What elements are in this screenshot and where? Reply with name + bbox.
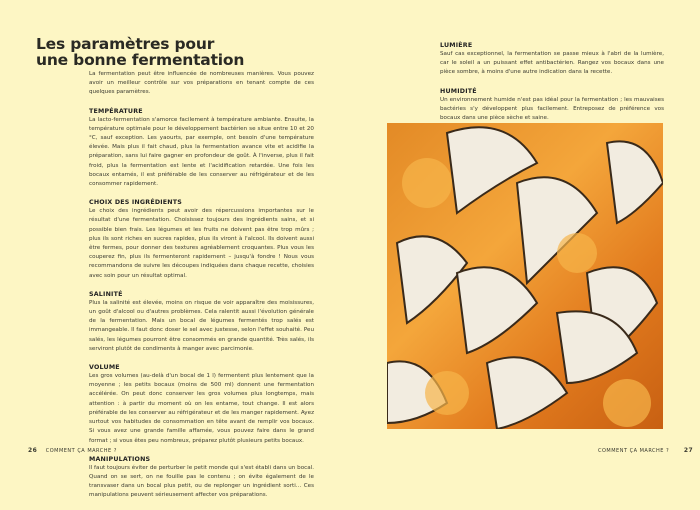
section-heading: TEMPÉRATURE: [89, 107, 143, 115]
title-line-1: Les paramètres pour: [36, 35, 215, 53]
section-text: Plus la salinité est élevée, moins on risque de voir apparaître des moisissures, un goût d'alcool ou d'autres problèmes. Cela ralentit aussi l'évolution générale de la fermentation. Mais un bocal de légumes fermentés trop salés est immangeable. Il faut donc doser le sel avec justesse, selon l'effet souhaité. Peu salés, les légumes pourront être consommés en grande quantité. Très salés, ils serviront plutôt de condiments à manger avec parcimonie.: [89, 299, 314, 352]
section-text: La lacto-fermentation s'amorce facilement à température ambiante. Ensuite, la température optimale pour le développement bactérien se situe entre 10 et 20 °C, sauf exception. Les yaourts, par exemple, ont besoin d'une température élevée. Mais plus il fait chaud, plus la fermentation avance vite et acidifie la préparation, sans lui faire gagner en profondeur de goût. À l'inverse, plus il fait froid, plus la fermentation est lente et l'acidification retardée. Une fois les bocaux entamés, il est préférable de les conserver au réfrigérateur et de les consommer rapidement.: [89, 116, 314, 188]
section-text: Les gros volumes (au-delà d'un bocal de 1 l) fermentent plus lentement que la moyenne ; les petits bocaux (moins de 500 ml) donnent une fermentation accélérée. On peut donc conserver les gros volumes plus longtemps, mais attention : à partir du moment où on les entame, tout change. Il est alors préférable de les conserver au réfrigérateur et de les manger rapidement. Ayez surtout vos habitudes de consommation en tête avant de remplir vos bocaux. Si vous avez une grande famille affamée, vous pouvez faire dans le grand format ; si vous êtes peu nombreux, préparez plutôt plusieurs petits bocaux.: [89, 373, 314, 444]
footer-left: [28, 447, 117, 454]
intro-paragraph: La fermentation peut être influencée de nombreuses manières. Vous pouvez avoir un meilleur contrôle sur vos préparations en tenant compte de ces quelques paramètres.: [89, 71, 314, 96]
section-heading: SALINITÉ: [89, 290, 123, 298]
section-heading: MANIPULATIONS: [89, 455, 151, 463]
section-heading: LUMIÈRE: [440, 42, 473, 49]
section-heading: HUMIDITÉ: [440, 87, 477, 95]
running-footer: COMMENT ÇA MARCHE ?: [598, 448, 670, 454]
page-number: 27: [683, 447, 694, 454]
title-line-2: une bonne fermentation: [36, 51, 245, 69]
section-heading: VOLUME: [89, 364, 120, 372]
section-text: Sauf cas exceptionnel, la fermentation se passe mieux à l'abri de la lumière, car le soleil a un puissant effet antibactérien. Rangez vos bocaux dans une pièce sombre, à moins d'une autre indication dans la recette.: [440, 51, 664, 76]
left-column: [89, 70, 314, 510]
section-text: Un environnement humide n'est pas idéal pour la fermentation ; les mauvaises bactéries s'y développent plus facilement. Entreposez de préférence vos bocaux dans une pièce sèche et saine.: [440, 96, 664, 122]
right-column: [440, 41, 664, 132]
page-title: [36, 36, 244, 68]
section-heading: CHOIX DES INGRÉDIENTS: [89, 199, 182, 207]
section-text: Le choix des ingrédients peut avoir des répercussions importantes sur le résultat d'une fermentation. Choisissez toujours des ingrédients sains, et si possible bien frais. Les légumes et les fruits ne doivent pas être trop mûrs ; plus ils sont riches en sucres rapides, plus ils viront à l'alcool. Ils doivent aussi être fermes, pour donner des textures agréablement croquantes. Plus vous les couperez fin, plus ils fermenteront rapidement – jusqu'à fondre ! Nous vous recommandons de suivre les découpes indiquées dans chaque recette, choisies avec soin pour un résultat optimal.: [89, 208, 314, 279]
page-number: 26: [28, 447, 38, 454]
section-text: Il faut toujours éviter de perturber le petit monde qui s'est établi dans un bocal. Quand on se sert, on ne fouille pas le contenu ; on évite également de le transvaser dans un bocal plus petit, ou de replonger un ingrédient sorti… Ces manipulations peuvent sérieusement affecter vos préparations.: [89, 464, 314, 499]
fermented-vegetables-photo: [387, 123, 663, 429]
running-footer: COMMENT ÇA MARCHE ?: [45, 448, 117, 454]
footer-right: [598, 447, 693, 454]
